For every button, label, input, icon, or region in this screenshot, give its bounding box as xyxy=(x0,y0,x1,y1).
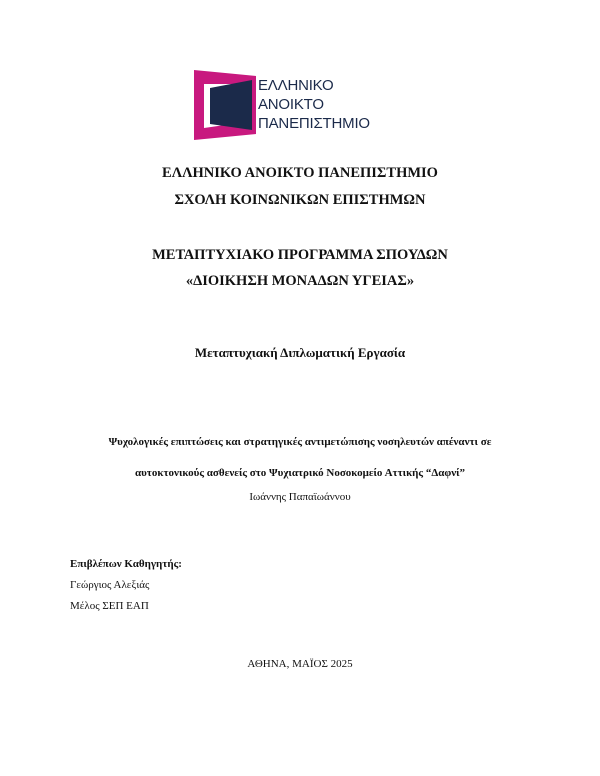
school-name: ΣΧΟΛΗ ΚΟΙΝΩΝΙΚΩΝ ΕΠΙΣΤΗΜΩΝ xyxy=(174,192,426,208)
program-title: ΜΕΤΑΠΤΥΧΙΑΚΟ ΠΡΟΓΡΑΜΜΑ ΣΠΟΥΔΩΝ xyxy=(152,247,448,263)
logo-line-1: ΕΛΛΗΝΙΚΟ xyxy=(258,77,334,94)
university-logo xyxy=(194,70,384,140)
logo-wordmark xyxy=(258,76,370,133)
logo-mark xyxy=(194,70,256,140)
supervisor-name: Γεώργιος Αλεξιάς xyxy=(70,579,150,591)
program-name: «ΔΙΟΙΚΗΣΗ ΜΟΝΑΔΩΝ ΥΓΕΙΑΣ» xyxy=(185,273,415,289)
supervisor-role: Μέλος ΣΕΠ ΕΑΠ xyxy=(70,600,149,612)
place-date: ΑΘΗΝΑ, ΜΑΪΟΣ 2025 xyxy=(247,658,353,670)
logo-line-2: ΑΝΟΙΚΤΟ xyxy=(258,96,324,113)
university-name: ΕΛΛΗΝΙΚΟ ΑΝΟΙΚΤΟ ΠΑΝΕΠΙΣΤΗΜΙΟ xyxy=(162,165,438,181)
logo-line-3: ΠΑΝΕΠΙΣΤΗΜΙΟ xyxy=(258,115,370,132)
thesis-title-line-1: Ψυχολογικές επιπτώσεις και στρατηγικές αντιμετώπισης νοσηλευτών απέναντι σε xyxy=(108,436,492,448)
thesis-type: Μεταπτυχιακή Διπλωματική Εργασία xyxy=(194,345,406,360)
author-name: Ιωάννης Παπαϊωάννου xyxy=(249,491,351,503)
supervisor-label: Επιβλέπων Καθηγητής: xyxy=(70,558,182,570)
thesis-title-line-2: αυτοκτονικούς ασθενείς στο Ψυχιατρικό Νοσοκομείο Αττικής “Δαφνί” xyxy=(134,467,466,479)
